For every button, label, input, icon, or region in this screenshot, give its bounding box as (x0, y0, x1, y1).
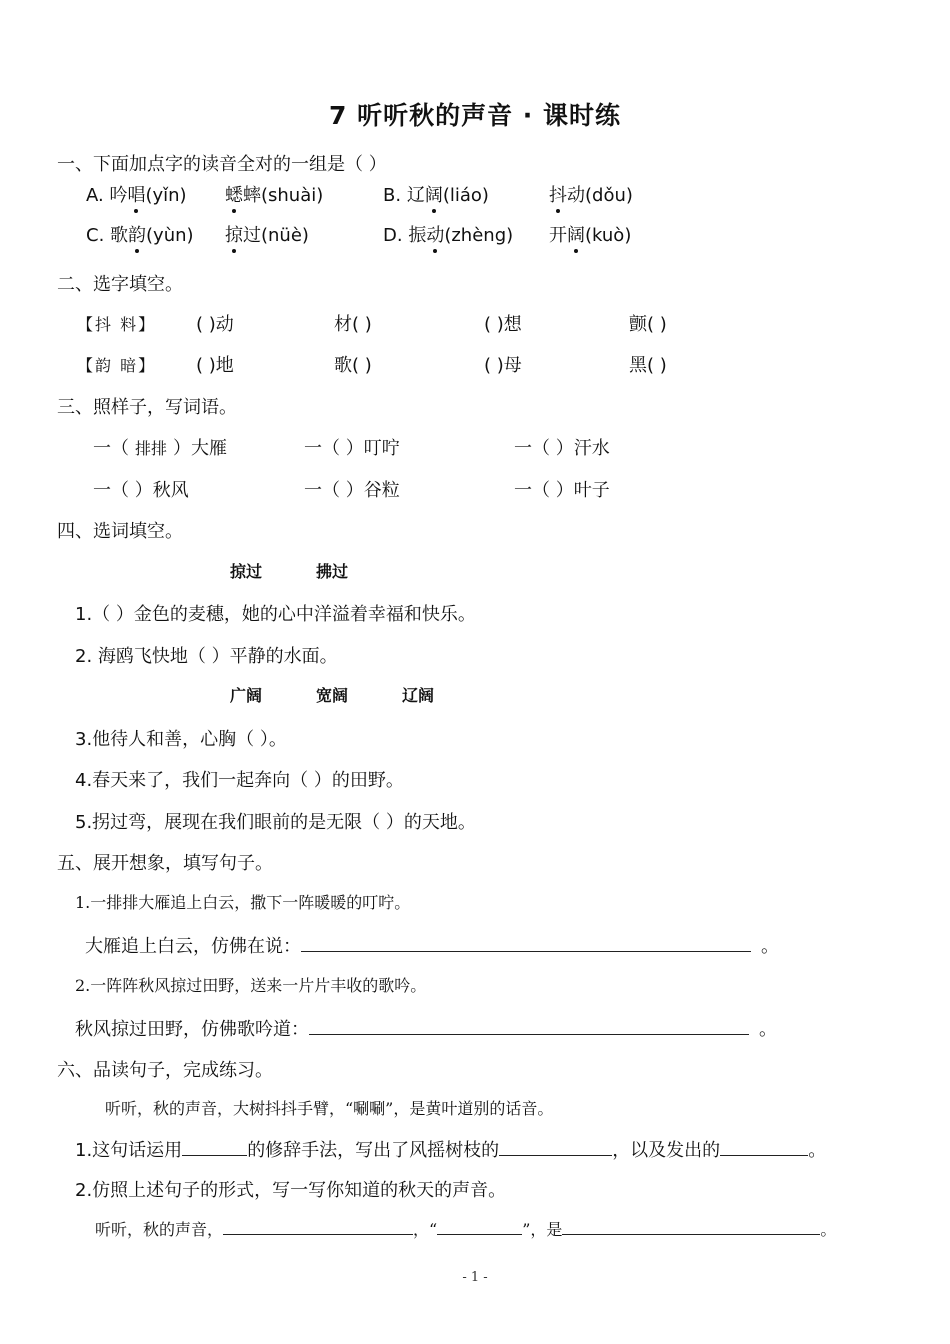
q3-example: 一（ 排排 ）大雁 (93, 438, 228, 459)
q5-prompt-1: 大雁追上白云，仿佛在说： 。 (85, 932, 779, 958)
q2-row1-item2: 材( ) (334, 314, 372, 335)
word-option: 宽阔 (316, 686, 349, 705)
q5-heading: 五、展开想象，填写句子。 (57, 853, 273, 874)
q4-sentence-1: 1.（ ）金色的麦穗，她的心中洋溢着幸福和快乐。 (75, 604, 476, 625)
option-label: B. (383, 185, 402, 206)
q5-prompt-2: 秋风掠过田野，仿佛歌吟道： 。 (75, 1015, 777, 1041)
dotted-char: 阔 (567, 221, 585, 247)
q1-option-a-word2: 蟋蟀(shuài) (225, 181, 323, 207)
option-label: D. (383, 225, 403, 246)
q2-row1-item3: ( )想 (484, 314, 522, 335)
q5-sentence-2: 2.一阵阵秋风掠过田野，送来一片片丰收的歌吟。 (75, 976, 427, 995)
q1-option-d: D. 振动(zhèng) (383, 221, 513, 247)
q2-row1-item4: 颤( ) (629, 314, 667, 335)
answer-line[interactable] (720, 1137, 808, 1156)
word-option: 辽阔 (402, 686, 435, 705)
answer-line[interactable] (223, 1216, 413, 1235)
dotted-char: 唱 (127, 181, 145, 207)
word-option: 广阔 (230, 686, 263, 705)
q3-heading: 三、照样子，写词语。 (57, 397, 237, 418)
page-number: - 1 - (462, 1270, 488, 1285)
q6-heading: 六、品读句子，完成练习。 (57, 1060, 273, 1081)
dotted-char: 蟋 (225, 181, 243, 207)
q2-row1-bracket: 【抖 料】 (77, 315, 157, 334)
q3-item: 一（ ）汗水 (514, 438, 610, 459)
word-option: 拂过 (316, 562, 349, 581)
q2-row1-item1: ( )动 (196, 314, 234, 335)
q2-row2-bracket: 【韵 暗】 (77, 356, 157, 375)
q4-sentence-3: 3.他待人和善，心胸（ ）。 (75, 729, 287, 750)
q2-row2-item3: ( )母 (484, 355, 522, 376)
q4-heading: 四、选词填空。 (57, 521, 183, 542)
q6-question-1: 1.这句话运用 的修辞手法，写出了风摇树枝的 ，以及发出的 。 (75, 1136, 826, 1162)
q1-option-c: C. 歌韵(yùn) (86, 221, 194, 247)
answer-line[interactable] (437, 1216, 522, 1235)
answer-line[interactable] (301, 933, 751, 952)
answer-line[interactable] (182, 1137, 247, 1156)
q5-sentence-1: 1.一排排大雁追上白云，撒下一阵暖暖的叮咛。 (75, 893, 411, 912)
q4-sentence-2: 2. 海鸥飞快地（ ）平静的水面。 (75, 646, 338, 667)
answer-line[interactable] (499, 1137, 612, 1156)
q3-item: 一（ ）谷粒 (304, 480, 400, 501)
q1-heading: 一、下面加点字的读音全对的一组是（ ） (57, 154, 387, 175)
q2-row2-item1: ( )地 (196, 355, 234, 376)
dotted-char: 阔 (425, 181, 443, 207)
example-answer: 排排 (135, 439, 168, 458)
dotted-char: 掠 (225, 221, 243, 247)
dotted-char: 抖 (549, 181, 567, 207)
q6-fill-sentence: 听听，秋的声音， ，“ ”，是 。 (95, 1216, 836, 1240)
option-label: A. (86, 185, 104, 206)
q6-quote: 听听，秋的声音，大树抖抖手臂，“唰唰”，是黄叶道别的话音。 (105, 1099, 554, 1118)
q1-option-d-word2: 开阔(kuò) (549, 221, 631, 247)
page-title: 7 听听秋的声音 · 课时练 (328, 101, 621, 130)
answer-line[interactable] (309, 1016, 749, 1035)
q2-row2-item2: 歌( ) (334, 355, 372, 376)
q2-heading: 二、选字填空。 (57, 274, 183, 295)
q2-row2-item4: 黑( ) (629, 355, 667, 376)
dotted-char: 韵 (128, 221, 146, 247)
q4-sentence-4: 4.春天来了，我们一起奔向（ ）的田野。 (75, 770, 404, 791)
q3-item: 一（ ）叮咛 (304, 438, 400, 459)
q3-item: 一（ ）秋风 (93, 480, 189, 501)
answer-line[interactable] (562, 1216, 820, 1235)
word-option: 掠过 (230, 562, 263, 581)
q6-question-2: 2.仿照上述句子的形式，写一写你知道的秋天的声音。 (75, 1180, 507, 1201)
q1-option-b: B. 辽阔(liáo) (383, 181, 489, 207)
q4-sentence-5: 5.拐过弯，展现在我们眼前的是无限（ ）的天地。 (75, 812, 476, 833)
option-label: C. (86, 225, 105, 246)
q3-item: 一（ ）叶子 (514, 480, 610, 501)
q1-option-c-word2: 掠过(nüè) (225, 221, 309, 247)
dotted-char: 动 (426, 221, 444, 247)
q1-option-b-word2: 抖动(dǒu) (549, 181, 633, 207)
q1-option-a: A. 吟唱(yǐn) (86, 181, 187, 207)
